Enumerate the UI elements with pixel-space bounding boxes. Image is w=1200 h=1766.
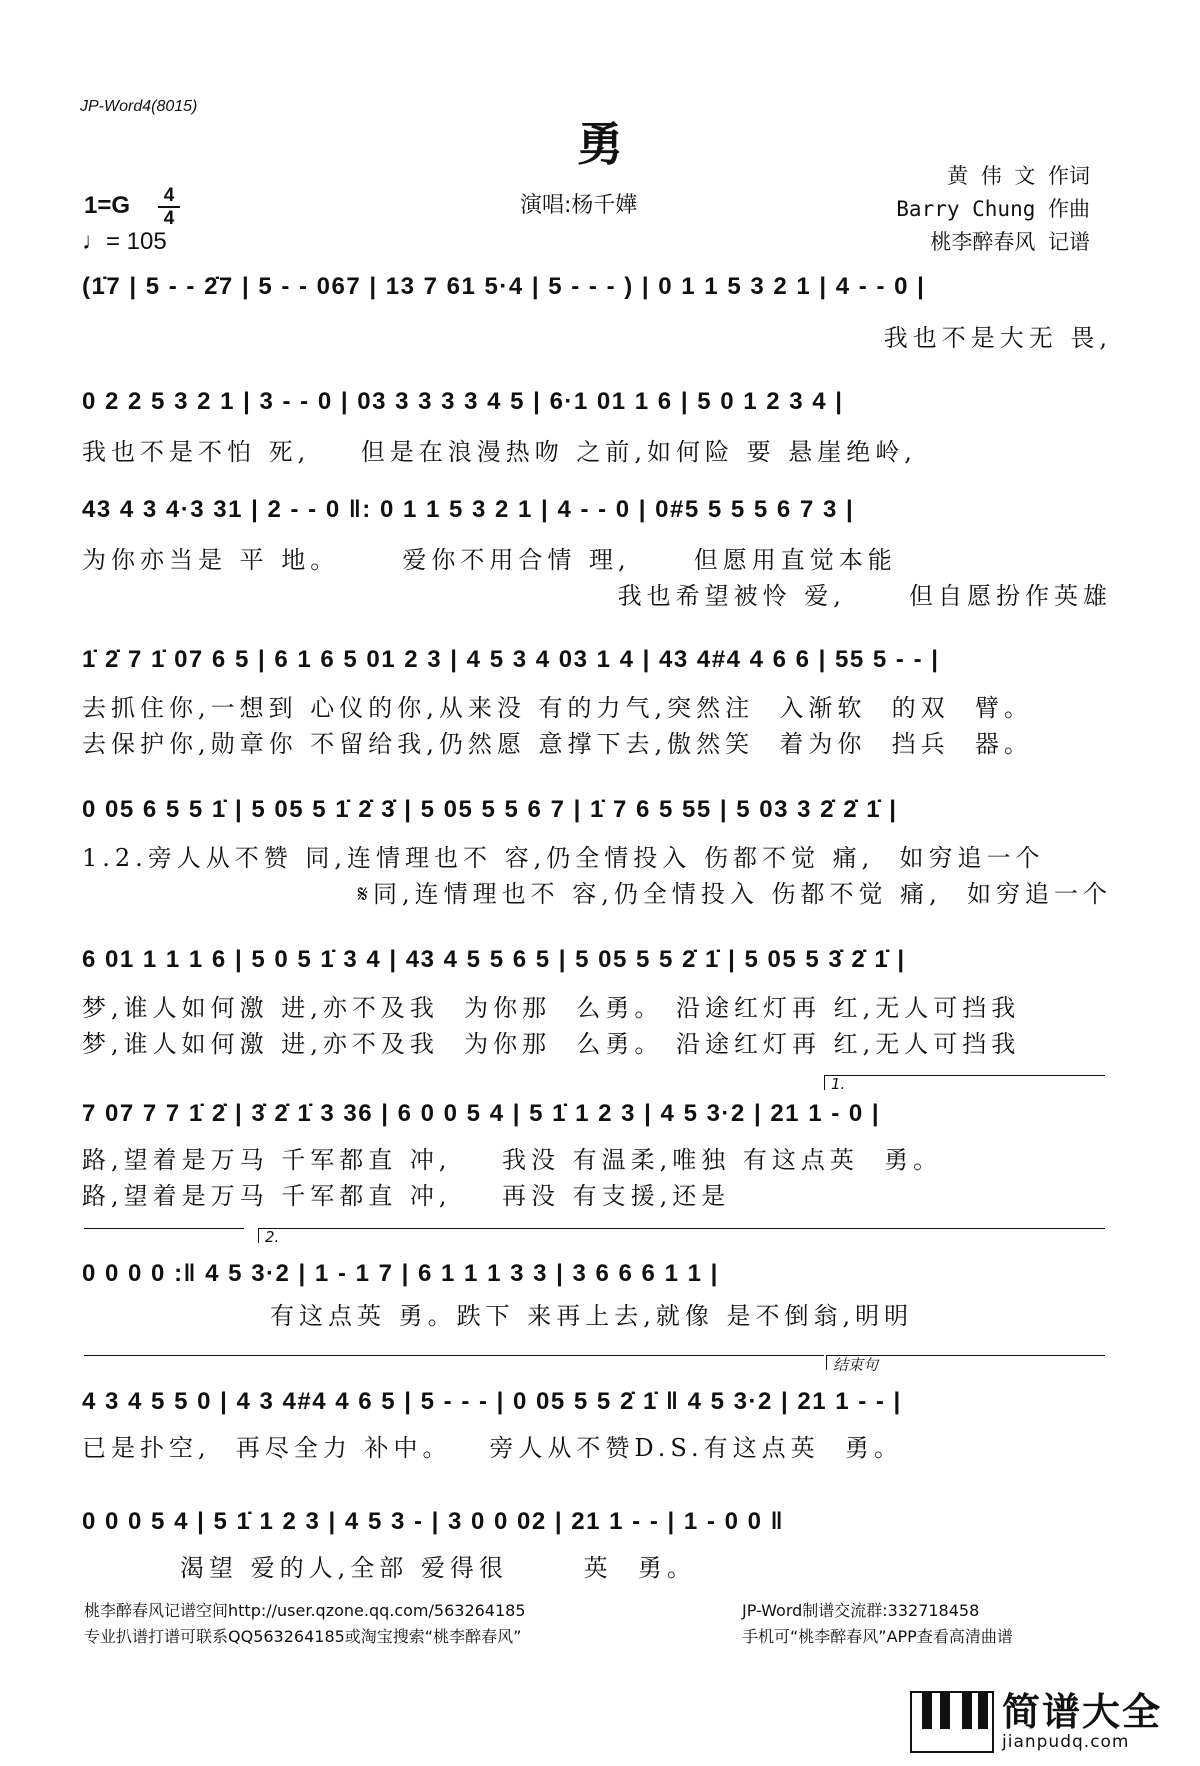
footer-contact: 专业扒谱打谱可联系QQ563264185或淘宝搜索“桃李醉春风” (84, 1627, 522, 1646)
tempo: ♩= 105 (82, 228, 167, 255)
notation-row-5: 0 05 6 5 5 1̇ | 5 05 5 1̇ 2̇ 3̇ | 5 05 5 5 6 7 | 1̇ 7 6 5 55 | 5 03 3 2̇ 2̇ 1̇ | (82, 796, 898, 823)
coda-label: 结束句 (833, 1356, 879, 1374)
lyric-row-8-line-1: 有这点英 勇。跌下 来再上去,就像 是不倒翁,明明 (270, 1302, 914, 1330)
lyric-row-5-line-2: 𝄋同,连情理也不 容,仍全情投入 伤都不觉 痛, 如穷追一个 (357, 880, 1112, 908)
coda-bracket (826, 1355, 1105, 1374)
lyric-row-3-line-1: 为你亦当是 平 地。 爱你不用合情 理, 但愿用直觉本能 (82, 546, 897, 574)
volta-bracket-1-continuation (84, 1228, 244, 1243)
footer-app: 手机可“桃李醉春风”APP查看高清曲谱 (742, 1627, 1013, 1646)
key-signature: 1=G (84, 192, 131, 219)
volta-bracket-2 (258, 1228, 1105, 1246)
volta-label-2: 2. (265, 1228, 280, 1246)
volta-bracket-1 (824, 1075, 1105, 1093)
singer: 演唱:杨千嬅 (520, 193, 638, 218)
piano-icon (910, 1691, 994, 1753)
lyric-row-5-line-1: 1.2.旁人从不赞 同,连情理也不 容,仍全情投入 伤都不觉 痛, 如穷追一个 (82, 844, 1045, 872)
lyric-row-6-line-1: 梦,谁人如何激 进,亦不及我 为你那 么勇。 沿途红灯再 红,无人可挡我 (82, 994, 1021, 1022)
site-logo (910, 1690, 1165, 1754)
notation-row-1: (1̇7 | 5 - - 2̇7 | 5 - - 067 | 13 7 61 5·4 | 5 - - - ) | 0 1 1 5 3 2 1 | 4 - - 0 | (82, 273, 926, 300)
software-label: JP-Word4(8015) (80, 98, 198, 115)
credits (896, 160, 1090, 259)
notation-row-6: 6 01 1 1 1 6 | 5 0 5 1̇ 3 4 | 43 4 5 5 6 5 | 5 05 5 5 2̇ 1̇ | 5 05 5 3̇ 2̇ 1̇ | (82, 946, 906, 973)
lyric-row-7-line-2: 路,望着是万马 千军都直 冲, 再没 有支援,还是 (82, 1182, 731, 1210)
notation-row-2: 0 2 2 5 3 2 1 | 3 - - 0 | 03 3 3 3 3 4 5 | 6·1 01 1 6 | 5 0 1 2 3 4 | (82, 388, 844, 415)
lyric-row-1-line-1: 我也不是大无 畏, (883, 324, 1112, 352)
composer-credit: Barry Chung 作曲 (896, 197, 1090, 221)
lyric-row-6-line-2: 梦,谁人如何激 进,亦不及我 为你那 么勇。 沿途红灯再 红,无人可挡我 (82, 1030, 1021, 1058)
song-title: 勇 (577, 117, 623, 171)
footer-right (742, 1598, 1013, 1650)
lyric-row-7-line-1: 路,望着是万马 千军都直 冲, 我没 有温柔,唯独 有这点英 勇。 (82, 1146, 943, 1174)
footer-left (84, 1598, 526, 1650)
notation-row-3: 43 4 3 4·3 31 | 2 - - 0 ‖: 0 1 1 5 3 2 1 | 4 - - 0 | 0#5 5 5 5 6 7 3 | (82, 496, 855, 523)
time-signature (158, 186, 180, 228)
lyric-row-4-line-1: 去抓住你,一想到 心仪的你,从来没 有的力气,突然注 入渐软 的双 臂。 (82, 694, 1033, 722)
lyric-row-3-line-2: 我也希望被怜 爱, 但自愿扮作英雄 (617, 582, 1112, 610)
lyricist-credit: 黄 伟 文 作词 (947, 164, 1090, 188)
logo-url: jianpudq.com (1002, 1732, 1130, 1752)
notation-row-8: 0 0 0 0 :‖ 4 5 3·2 | 1 - 1 7 | 6 1 1 1 3 3 | 3 6 6 6 1 1 | (82, 1260, 719, 1287)
volta-label-1: 1. (831, 1075, 846, 1093)
lyric-row-10-line-1: 渴望 爱的人,全部 爱得很 英 勇。 (180, 1554, 696, 1582)
footer-website: 桃李醉春风记谱空间http://user.qzone.qq.com/563264185 (84, 1601, 526, 1620)
time-signature-top: 4 (163, 185, 175, 206)
notation-row-9: 4 3 4 5 5 0 | 4 3 4#4 4 6 5 | 5 - - - | 0 05 5 5 2̇ 1̇ ‖ 4 5 3·2 | 21 1 - - | (82, 1388, 902, 1415)
logo-name: 简谱大全 (1002, 1690, 1163, 1734)
footer-group: JP-Word制谱交流群:332718458 (742, 1601, 980, 1620)
notation-row-10: 0 0 0 5 4 | 5 1̇ 1 2 3 | 4 5 3 - | 3 0 0 02 | 21 1 - - | 1 - 0 0 ‖ (82, 1508, 785, 1535)
notation-row-7: 7 07 7 7 1̇ 2̇ | 3̇ 2̇ 1̇ 3 36 | 6 0 0 5 4 | 5 1̇ 1 2 3 | 4 5 3·2 | 21 1 - 0 | (82, 1100, 881, 1127)
volta-bracket-2-continuation (84, 1355, 824, 1370)
time-signature-bottom: 4 (163, 208, 175, 229)
notation-row-4: 1̇ 2̇ 7 1̇ 07 6 5 | 6 1 6 5 01 2 3 | 4 5 3 4 03 1 4 | 43 4#4 4 6 6 | 55 5 - - | (82, 646, 940, 673)
lyric-row-9-line-1: 已是扑空, 再尽全力 补中。 旁人从不赞D.S.有这点英 勇。 (82, 1434, 903, 1462)
lyric-row-4-line-2: 去保护你,勋章你 不留给我,仍然愿 意撑下去,傲然笑 着为你 挡兵 器。 (82, 730, 1033, 758)
lyric-row-2-line-1: 我也不是不怕 死, 但是在浪漫热吻 之前,如何险 要 悬崖绝岭, (82, 438, 917, 466)
transcriber-credit: 桃李醉春风 记谱 (930, 230, 1090, 254)
